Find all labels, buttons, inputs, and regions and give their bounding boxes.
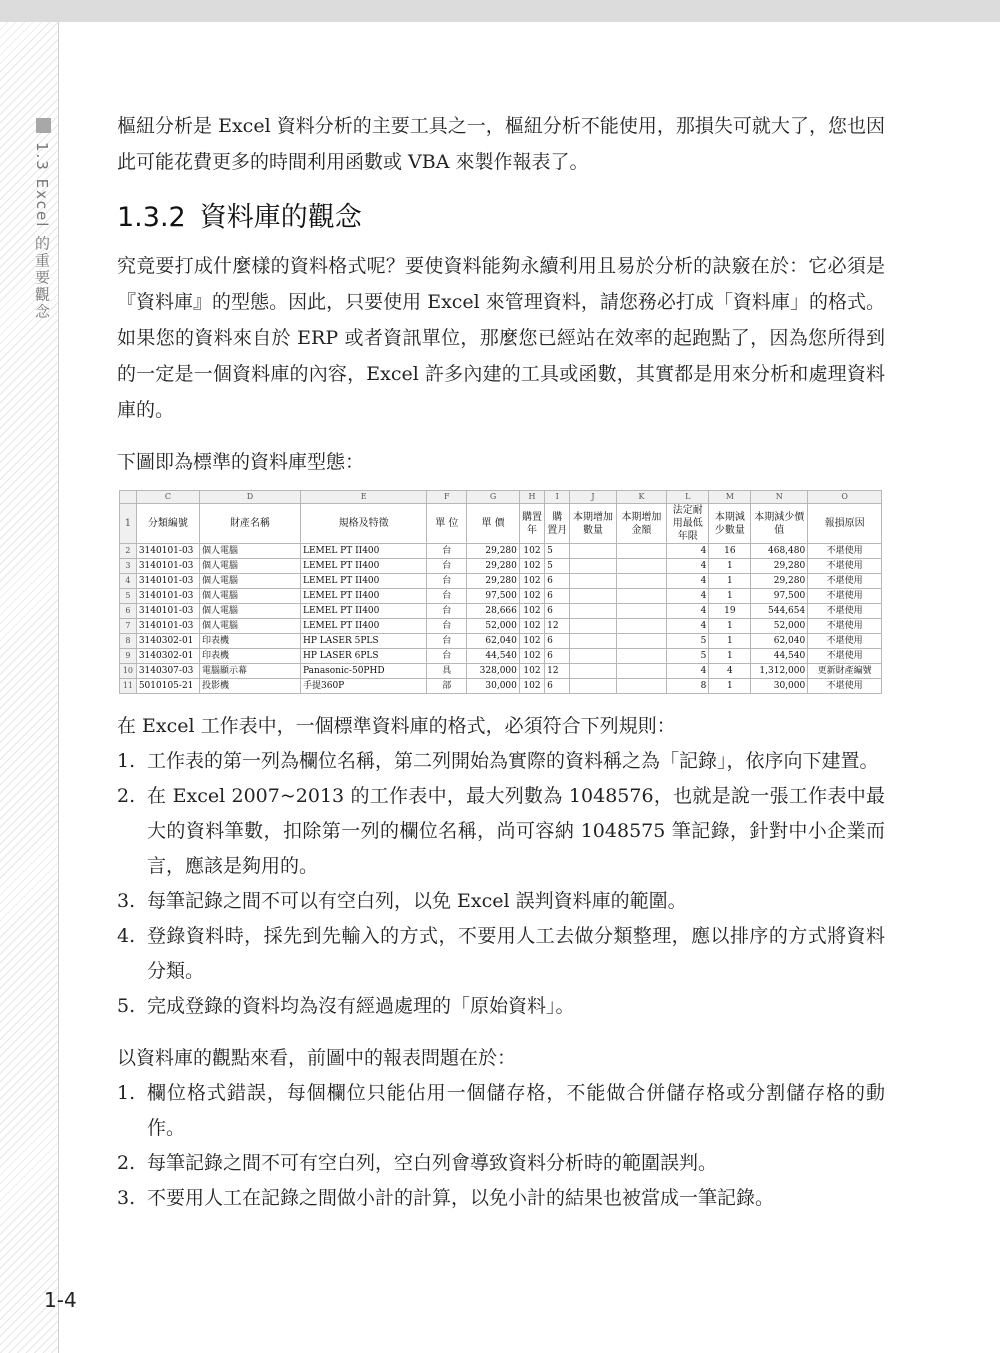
column-letter-row: [120, 491, 882, 504]
table-cell: 97,500: [751, 589, 808, 604]
table-cell: [616, 679, 667, 694]
table-cell: [616, 649, 667, 664]
table-cell: 102: [519, 619, 544, 634]
column-letter: L: [667, 491, 709, 504]
table-cell: 個人電腦: [199, 619, 300, 634]
table-cell: 16: [709, 544, 751, 559]
column-letter: K: [616, 491, 667, 504]
list-text: 每筆記錄之間不可有空白列，空白列會導致資料分析時的範圍誤判。: [147, 1152, 718, 1174]
database-concept-paragraph: 究竟要打成什麼樣的資料格式呢？要使資料能夠永續利用且易於分析的訣竅在於：它必須是『資料庫』的型態。因此，只要使用 Excel 來管理資料，請您務必打成「資料庫」的格式。如果您的資料來自於 ERP 或者資訊單位，那麼您已經站在效率的起跑點了，因為您所得到的一定是一個資料庫的內容，Excel 許多內建的工具或函數，其實都是用來分析和處理資料庫的。: [117, 255, 885, 421]
field-header-cell: 本期減少數量: [709, 504, 751, 544]
problem-item: [117, 1146, 885, 1181]
table-cell: [570, 664, 616, 679]
table-cell: 30,000: [467, 679, 520, 694]
rule-item: [117, 919, 885, 989]
field-header-cell: 財產名稱: [199, 504, 300, 544]
list-number: 2.: [117, 785, 136, 807]
table-cell: LEMEL PT II400: [301, 574, 427, 589]
table-cell: 6: [545, 679, 570, 694]
row-number: 9: [120, 649, 137, 664]
table-cell: 44,540: [751, 649, 808, 664]
list-number: 1.: [117, 750, 136, 772]
field-header-cell: 單 價: [467, 504, 520, 544]
field-header-cell: 本期減少價值: [751, 504, 808, 544]
table-cell: 不堪使用: [808, 589, 882, 604]
table-cell: [570, 604, 616, 619]
table-cell: 4: [667, 589, 709, 604]
rules-intro-paragraph: 在 Excel 工作表中，一個標準資料庫的格式，必須符合下列規則：: [117, 715, 676, 737]
table-cell: 102: [519, 649, 544, 664]
table-cell: 不堪使用: [808, 649, 882, 664]
problems-intro-paragraph: 以資料庫的觀點來看，前圖中的報表問題在於：: [117, 1047, 517, 1069]
table-cell: 544,654: [751, 604, 808, 619]
section-heading: [117, 196, 885, 240]
table-cell: 1: [709, 589, 751, 604]
problem-item: [117, 1181, 885, 1216]
table-cell: 不堪使用: [808, 544, 882, 559]
rules-list: [117, 744, 885, 1024]
table-cell: 不堪使用: [808, 559, 882, 574]
table-row: [120, 634, 882, 649]
table-cell: [616, 604, 667, 619]
rule-item: [117, 744, 885, 779]
table-cell: 97,500: [467, 589, 520, 604]
table-cell: 部: [427, 679, 467, 694]
table-cell: 3140101-03: [136, 574, 199, 589]
section-title: 資料庫的觀念: [199, 202, 362, 233]
column-letter: N: [751, 491, 808, 504]
table-row: [120, 589, 882, 604]
table-cell: 6: [545, 589, 570, 604]
table-cell: [570, 589, 616, 604]
table-cell: LEMEL PT II400: [301, 559, 427, 574]
table-cell: 個人電腦: [199, 559, 300, 574]
row-number: 8: [120, 634, 137, 649]
table-cell: 個人電腦: [199, 544, 300, 559]
table-cell: 台: [427, 634, 467, 649]
row-number: 5: [120, 589, 137, 604]
table-cell: 個人電腦: [199, 589, 300, 604]
table-cell: 12: [545, 619, 570, 634]
table-row: [120, 679, 882, 694]
list-text: 每筆記錄之間不可以有空白列，以免 Excel 誤判資料庫的範圍。: [147, 890, 687, 912]
table-cell: 手提360P: [301, 679, 427, 694]
side-chapter-title: 1.3 Excel 的重要觀念: [33, 142, 51, 321]
list-number: 3.: [117, 1187, 136, 1209]
row-number: 2: [120, 544, 137, 559]
corner-cell: [120, 491, 137, 504]
figure-intro-paragraph: 下圖即為標準的資料庫型態：: [117, 451, 365, 473]
table-cell: 電腦顯示幕: [199, 664, 300, 679]
table-cell: [616, 559, 667, 574]
table-cell: [570, 619, 616, 634]
spreadsheet-figure: [119, 490, 882, 694]
row-number: 7: [120, 619, 137, 634]
problems-list: [117, 1076, 885, 1216]
table-cell: 不堪使用: [808, 634, 882, 649]
table-row: [120, 619, 882, 634]
table-cell: 6: [545, 574, 570, 589]
intro-paragraph: 樞紐分析是 Excel 資料分析的主要工具之一，樞紐分析不能使用，那損失可就大了，您也因此可能花費更多的時間利用函數或 VBA 來製作報表了。: [117, 115, 885, 173]
table-cell: 44,540: [467, 649, 520, 664]
table-cell: 5: [667, 634, 709, 649]
row-number: 10: [120, 664, 137, 679]
table-row: [120, 649, 882, 664]
table-cell: 102: [519, 604, 544, 619]
list-text: 欄位格式錯誤，每個欄位只能佔用一個儲存格，不能做合併儲存格或分割儲存格的動作。: [147, 1082, 885, 1139]
table-cell: 328,000: [467, 664, 520, 679]
table-cell: 6: [545, 604, 570, 619]
column-letter: C: [136, 491, 199, 504]
column-letter: O: [808, 491, 882, 504]
table-cell: 6: [545, 634, 570, 649]
table-cell: 52,000: [467, 619, 520, 634]
table-cell: 102: [519, 679, 544, 694]
list-text: 在 Excel 2007~2013 的工作表中，最大列數為 1048576，也就是說一張工作表中最大的資料筆數，扣除第一列的欄位名稱，尚可容納 1048575 筆記錄，針對中小企業而言，應該是夠用的。: [147, 785, 885, 877]
field-header-cell: 購 置月: [545, 504, 570, 544]
table-cell: 不堪使用: [808, 604, 882, 619]
table-cell: 1,312,000: [751, 664, 808, 679]
table-cell: HP LASER 5PLS: [301, 634, 427, 649]
table-cell: 29,280: [751, 574, 808, 589]
table-cell: 3140302-01: [136, 649, 199, 664]
table-cell: 5: [545, 559, 570, 574]
table-row: [120, 574, 882, 589]
table-cell: 4: [667, 604, 709, 619]
column-letter: M: [709, 491, 751, 504]
table-cell: 29,280: [751, 559, 808, 574]
table-cell: 4: [667, 574, 709, 589]
table-cell: 3140101-03: [136, 589, 199, 604]
table-cell: 19: [709, 604, 751, 619]
field-header-cell: 本期增加數量: [570, 504, 616, 544]
column-letter: E: [301, 491, 427, 504]
table-cell: 台: [427, 589, 467, 604]
table-row: [120, 544, 882, 559]
table-cell: 102: [519, 574, 544, 589]
table-cell: 4: [667, 664, 709, 679]
table-cell: 3140101-03: [136, 619, 199, 634]
table-cell: 3140101-03: [136, 559, 199, 574]
row-number: 3: [120, 559, 137, 574]
table-cell: 5: [667, 649, 709, 664]
table-cell: 3140101-03: [136, 544, 199, 559]
table-cell: 不堪使用: [808, 574, 882, 589]
table-cell: 具: [427, 664, 467, 679]
table-cell: 台: [427, 574, 467, 589]
table-cell: 印表機: [199, 649, 300, 664]
page-number: 1-4: [44, 1288, 77, 1312]
table-cell: [616, 574, 667, 589]
column-letter: F: [427, 491, 467, 504]
table-cell: 投影機: [199, 679, 300, 694]
list-number: 2.: [117, 1152, 136, 1174]
table-cell: 台: [427, 544, 467, 559]
table-cell: [570, 634, 616, 649]
table-cell: 個人電腦: [199, 604, 300, 619]
table-cell: 4: [667, 559, 709, 574]
rule-item: [117, 779, 885, 884]
table-cell: 3140101-03: [136, 604, 199, 619]
table-cell: [616, 589, 667, 604]
table-cell: 更新財產編號: [808, 664, 882, 679]
table-row: [120, 604, 882, 619]
table-cell: 台: [427, 604, 467, 619]
table-cell: LEMEL PT II400: [301, 544, 427, 559]
list-text: 工作表的第一列為欄位名稱，第二列開始為實際的資料稱之為「記錄」，依序向下建置。: [147, 750, 879, 772]
table-cell: [570, 544, 616, 559]
table-cell: 28,666: [467, 604, 520, 619]
table-cell: [570, 649, 616, 664]
table-cell: 102: [519, 664, 544, 679]
field-header-cell: 規格及特徵: [301, 504, 427, 544]
table-cell: Panasonic-50PHD: [301, 664, 427, 679]
list-text: 不要用人工在記錄之間做小計的計算，以免小計的結果也被當成一筆記錄。: [147, 1187, 775, 1209]
field-header-row: [120, 504, 882, 544]
list-number: 5.: [117, 995, 136, 1017]
column-letter: I: [545, 491, 570, 504]
table-cell: 29,280: [467, 574, 520, 589]
top-margin-bar: [0, 0, 1000, 22]
table-cell: [570, 679, 616, 694]
table-cell: 3140307-03: [136, 664, 199, 679]
table-cell: 52,000: [751, 619, 808, 634]
table-cell: 台: [427, 559, 467, 574]
section-number: 1.3.2: [117, 202, 186, 233]
list-number: 1.: [117, 1082, 136, 1104]
field-header-cell: 分類編號: [136, 504, 199, 544]
table-cell: 1: [709, 619, 751, 634]
problem-item: [117, 1076, 885, 1146]
table-cell: [570, 574, 616, 589]
list-text: 登錄資料時，採先到先輸入的方式，不要用人工去做分類整理，應以排序的方式將資料分類。: [147, 925, 885, 982]
table-cell: 1: [709, 574, 751, 589]
table-cell: 1: [709, 649, 751, 664]
table-cell: [616, 634, 667, 649]
table-cell: 1: [709, 634, 751, 649]
table-cell: LEMEL PT II400: [301, 619, 427, 634]
page-content: [117, 108, 885, 1216]
list-number: 3.: [117, 890, 136, 912]
column-letter: D: [199, 491, 300, 504]
list-number: 4.: [117, 925, 136, 947]
table-cell: 5010105-21: [136, 679, 199, 694]
table-cell: 個人電腦: [199, 574, 300, 589]
table-cell: LEMEL PT II400: [301, 589, 427, 604]
table-cell: 8: [667, 679, 709, 694]
table-cell: 6: [545, 649, 570, 664]
spreadsheet-table: [119, 490, 882, 694]
table-cell: 62,040: [467, 634, 520, 649]
table-cell: 102: [519, 589, 544, 604]
table-cell: 台: [427, 619, 467, 634]
field-header-cell: 購置年: [519, 504, 544, 544]
row-number: 4: [120, 574, 137, 589]
field-header-cell: 報損原因: [808, 504, 882, 544]
table-cell: 468,480: [751, 544, 808, 559]
row-number: 1: [120, 504, 137, 544]
table-cell: 102: [519, 544, 544, 559]
field-header-cell: 法定耐用最低年限: [667, 504, 709, 544]
rule-item: [117, 989, 885, 1024]
table-cell: 5: [545, 544, 570, 559]
table-cell: 102: [519, 634, 544, 649]
table-cell: [616, 664, 667, 679]
table-cell: 1: [709, 679, 751, 694]
table-cell: 4: [709, 664, 751, 679]
list-text: 完成登錄的資料均為沒有經過處理的「原始資料」。: [147, 995, 575, 1017]
table-cell: 3140302-01: [136, 634, 199, 649]
column-letter: J: [570, 491, 616, 504]
table-cell: 102: [519, 559, 544, 574]
table-cell: 12: [545, 664, 570, 679]
row-number: 11: [120, 679, 137, 694]
column-letter: H: [519, 491, 544, 504]
column-letter: G: [467, 491, 520, 504]
table-row: [120, 559, 882, 574]
table-cell: [570, 559, 616, 574]
table-cell: 印表機: [199, 634, 300, 649]
table-cell: 29,280: [467, 544, 520, 559]
table-cell: 62,040: [751, 634, 808, 649]
table-cell: 不堪使用: [808, 679, 882, 694]
table-cell: 29,280: [467, 559, 520, 574]
row-number: 6: [120, 604, 137, 619]
table-cell: 4: [667, 619, 709, 634]
table-cell: HP LASER 6PLS: [301, 649, 427, 664]
table-cell: [616, 619, 667, 634]
table-cell: [616, 544, 667, 559]
field-header-cell: 本期增加金額: [616, 504, 667, 544]
table-cell: 台: [427, 649, 467, 664]
table-row: [120, 664, 882, 679]
table-cell: 不堪使用: [808, 619, 882, 634]
rule-item: [117, 884, 885, 919]
table-cell: 1: [709, 559, 751, 574]
field-header-cell: 單 位: [427, 504, 467, 544]
table-cell: 30,000: [751, 679, 808, 694]
table-cell: 4: [667, 544, 709, 559]
side-marker-square: [36, 118, 51, 133]
table-cell: LEMEL PT II400: [301, 604, 427, 619]
